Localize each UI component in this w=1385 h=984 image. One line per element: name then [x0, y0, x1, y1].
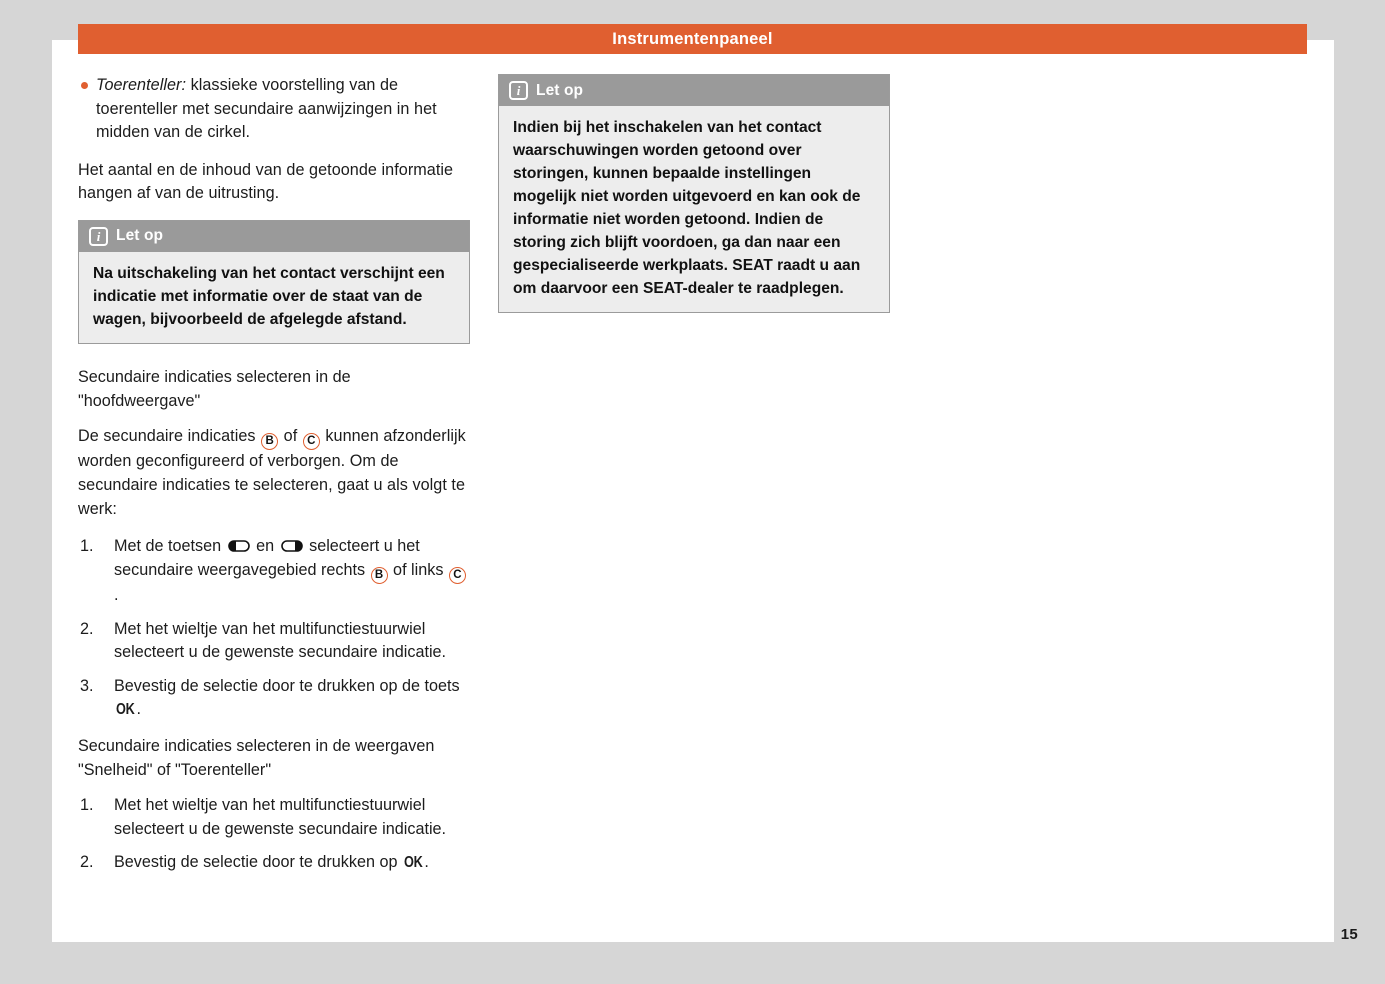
note-title: Let op — [116, 227, 164, 245]
list-item-text-part-2: en — [251, 537, 279, 556]
section-heading-hoofdweergave: Secundaire indicaties selecteren in de "hoofdweergave" — [78, 367, 351, 410]
bullet-item-lead: Toerenteller: — [96, 76, 187, 94]
marker-c-icon: C — [449, 567, 466, 584]
procedure-list-hoofdweergave — [78, 535, 470, 722]
note-header — [79, 221, 469, 252]
procedure-list-snelheid-toerenteller — [78, 794, 470, 875]
bullet-item-text: klassieke voorstelling van de toerenteller met secundaire aanwijzingen in het midden van de cirkel. — [96, 76, 437, 142]
list-item — [78, 618, 470, 665]
bullet-dot-icon — [81, 82, 88, 89]
list-item — [78, 535, 470, 607]
list-item-number: 1. — [80, 796, 94, 815]
note-title: Let op — [536, 81, 584, 99]
list-item-number: 1. — [80, 537, 94, 556]
list-item-text-part-3: selecteert u het secundaire weergavegebied rechts — [114, 537, 420, 579]
list-item-text-part-4: of links — [388, 560, 448, 579]
list-item-text-part-1: Bevestig de selectie door te drukken op de toets — [114, 676, 460, 695]
page-title: Instrumentenpaneel — [612, 29, 773, 48]
paragraph-text-part-3: kunnen afzonderlijk worden geconfigureerd of verborgen. Om de secundaire indicaties te selecteren, gaat u als volgt te werk: — [78, 427, 466, 518]
running-header-banner — [78, 24, 1307, 54]
list-item-text-part-1: Met de toetsen — [114, 537, 226, 556]
note-body: Na uitschakeling van het contact verschijnt een indicatie met informatie over de staat van de wagen, bijvoorbeeld de afgelegde afstand. — [93, 264, 445, 328]
list-item-text-part-2: . — [136, 700, 141, 719]
page-number: 15 — [1340, 926, 1358, 943]
list-item-text: Met het wieltje van het multifunctiestuurwiel selecteert u de gewenste secundaire indicatie. — [114, 619, 447, 662]
list-item — [78, 675, 470, 722]
paragraph-equipment-note: Het aantal en de inhoud van de getoonde informatie hangen af van de uitrusting. — [78, 160, 454, 203]
section-heading-snelheid-toerenteller: Secundaire indicaties selecteren in de weergaven "Snelheid" of "Toerenteller" — [78, 737, 435, 779]
right-column — [498, 74, 890, 335]
list-item-text-part-1: Bevestig de selectie door te drukken op — [114, 853, 402, 872]
list-item-number: 2. — [80, 853, 94, 872]
note-box-ignition-warnings — [498, 74, 890, 313]
info-icon: i — [89, 227, 108, 246]
left-column — [78, 74, 470, 888]
paragraph-text-part-1: De secundaire indicaties — [78, 427, 261, 446]
note-header — [499, 75, 889, 106]
bullet-item-toerenteller — [78, 74, 470, 145]
marker-b-icon: B — [261, 433, 278, 450]
rocker-button-right-icon — [281, 536, 303, 548]
marker-c-icon: C — [303, 433, 320, 450]
ok-key-icon: OK — [403, 854, 423, 872]
list-item-text-part-5: . — [114, 586, 119, 605]
list-item-text-part-2: . — [424, 853, 429, 872]
ok-key-icon: OK — [116, 701, 135, 719]
rocker-button-left-icon — [228, 536, 250, 548]
info-icon: i — [509, 81, 528, 100]
list-item-number: 2. — [80, 619, 94, 638]
note-body: Indien bij het inschakelen van het contact waarschuwingen worden getoond over storingen, kunnen bepaalde instellingen mogelijk niet worden uitgevoerd en kan ook de informatie niet worden getoond. Indien de storing zich blijft voordoen, ga dan naar een gespecialiseerde werkplaats. SEAT raadt u aan om daarvoor een SEAT-dealer te raadplegen. — [513, 119, 861, 297]
list-item — [78, 851, 470, 875]
marker-b-icon: B — [371, 567, 388, 584]
list-item-number: 3. — [80, 676, 94, 695]
paragraph-secondary-indications — [78, 425, 470, 521]
list-item-text: Met het wieltje van het multifunctiestuurwiel selecteert u de gewenste secundaire indicatie. — [114, 796, 447, 838]
paragraph-text-part-2: of — [279, 427, 302, 446]
note-box-ignition-off — [78, 220, 470, 344]
list-item — [78, 794, 470, 841]
